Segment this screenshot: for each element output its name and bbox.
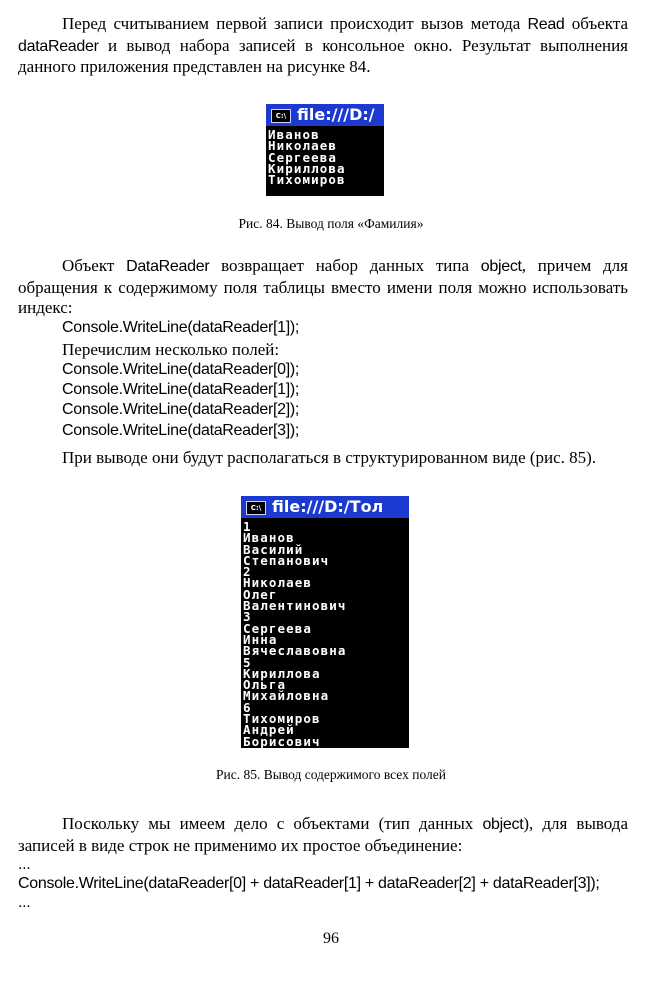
paragraph-text: объекта (564, 14, 629, 33)
ellipsis: ... (18, 894, 31, 911)
term-read: Read (527, 16, 565, 33)
console-line: Иванов (268, 127, 320, 142)
console-line: 3 (243, 609, 252, 625)
console-output (266, 126, 384, 188)
console-line: Олег (243, 586, 278, 602)
console-line: Сергеева (268, 149, 338, 165)
console-line: 2 (243, 564, 252, 580)
console-line: Иванов (243, 530, 295, 546)
code-line: Console.WriteLine(dataReader[0] + dataReader[1] + dataReader[2] + dataReader[3]); (18, 875, 600, 892)
code-line: Console.WriteLine(dataReader[3]); (62, 422, 300, 439)
console-titlebar (266, 104, 384, 126)
console-line: Кириллова (243, 665, 321, 681)
paragraph-text: Поскольку мы имеем дело с объектами (тип данных (62, 814, 483, 833)
console-line: 6 (243, 699, 252, 715)
console-line: Борисович (243, 733, 321, 748)
console-window-figure84 (266, 104, 384, 196)
console-titlebar (241, 496, 409, 518)
paragraph-text: ), для вывода записей в виде строк не применимо их простое объединение: (18, 814, 628, 855)
console-line: 1 (243, 519, 252, 534)
paragraph-text: Перед считыванием первой записи происходит вызов метода (62, 14, 528, 33)
term-object: object (482, 816, 524, 833)
term-datareader: DataReader (126, 258, 210, 275)
console-icon: C:\ (246, 501, 266, 515)
console-title: file:///D:/Тол (272, 497, 384, 516)
paragraph-text: , причем для обращения к содержимому поля таблицы вместо имени поля можно использовать индекс: (18, 256, 628, 317)
console-line: Сергеева (243, 620, 313, 636)
term-datareader: dataReader (18, 37, 99, 55)
console-line: Тихомиров (243, 711, 321, 727)
paragraph-datareader-index (18, 256, 628, 319)
figure85-caption: Рис. 85. Вывод содержимого всех полей (216, 767, 446, 782)
console-line: Кириллова (268, 160, 346, 176)
figure84-caption: Рис. 84. Вывод поля «Фамилия» (238, 216, 424, 231)
console-line: Николаев (243, 575, 313, 591)
console-line: Николаев (268, 138, 338, 154)
console-output (241, 518, 409, 747)
code-line: Console.WriteLine(dataReader[1]); (62, 381, 300, 398)
console-line: Михайловна (243, 688, 330, 704)
console-line: Вячеславовна (243, 643, 347, 659)
console-icon: C:\ (271, 109, 291, 123)
code-line: Console.WriteLine(dataReader[2]); (62, 401, 300, 418)
console-window-figure85 (241, 496, 409, 748)
code-line: Console.WriteLine(dataReader[1]); (62, 319, 300, 336)
page-number: 96 (323, 930, 339, 947)
console-line: 5 (243, 654, 252, 670)
paragraph-text: возвращает набор данных типа (209, 256, 481, 275)
console-line: Валентинович (243, 598, 347, 614)
paragraph-read-method (18, 14, 628, 78)
console-line: Андрей (243, 722, 295, 738)
console-line: Инна (243, 631, 278, 647)
ellipsis: ... (18, 856, 31, 873)
list-intro: Перечислим несколько полей: (62, 340, 280, 359)
paragraph-concatenation (18, 814, 628, 856)
console-line: Степанович (243, 552, 330, 568)
code-line: Console.WriteLine(dataReader[0]); (62, 361, 300, 378)
structured-output-text: При выводе они будут располагаться в структурированном виде (рис. 85). (62, 448, 597, 467)
paragraph-text: и вывод набора записей в консольное окно. Результат выполнения данного приложения представлен на рисунке 84. (18, 35, 628, 76)
console-line: Василий (243, 541, 304, 557)
console-line: Тихомиров (268, 172, 346, 188)
console-line: Ольга (243, 677, 287, 693)
console-title: file:///D:/ (297, 105, 375, 124)
term-object: object (480, 258, 522, 275)
paragraph-text: Объект (62, 256, 127, 275)
